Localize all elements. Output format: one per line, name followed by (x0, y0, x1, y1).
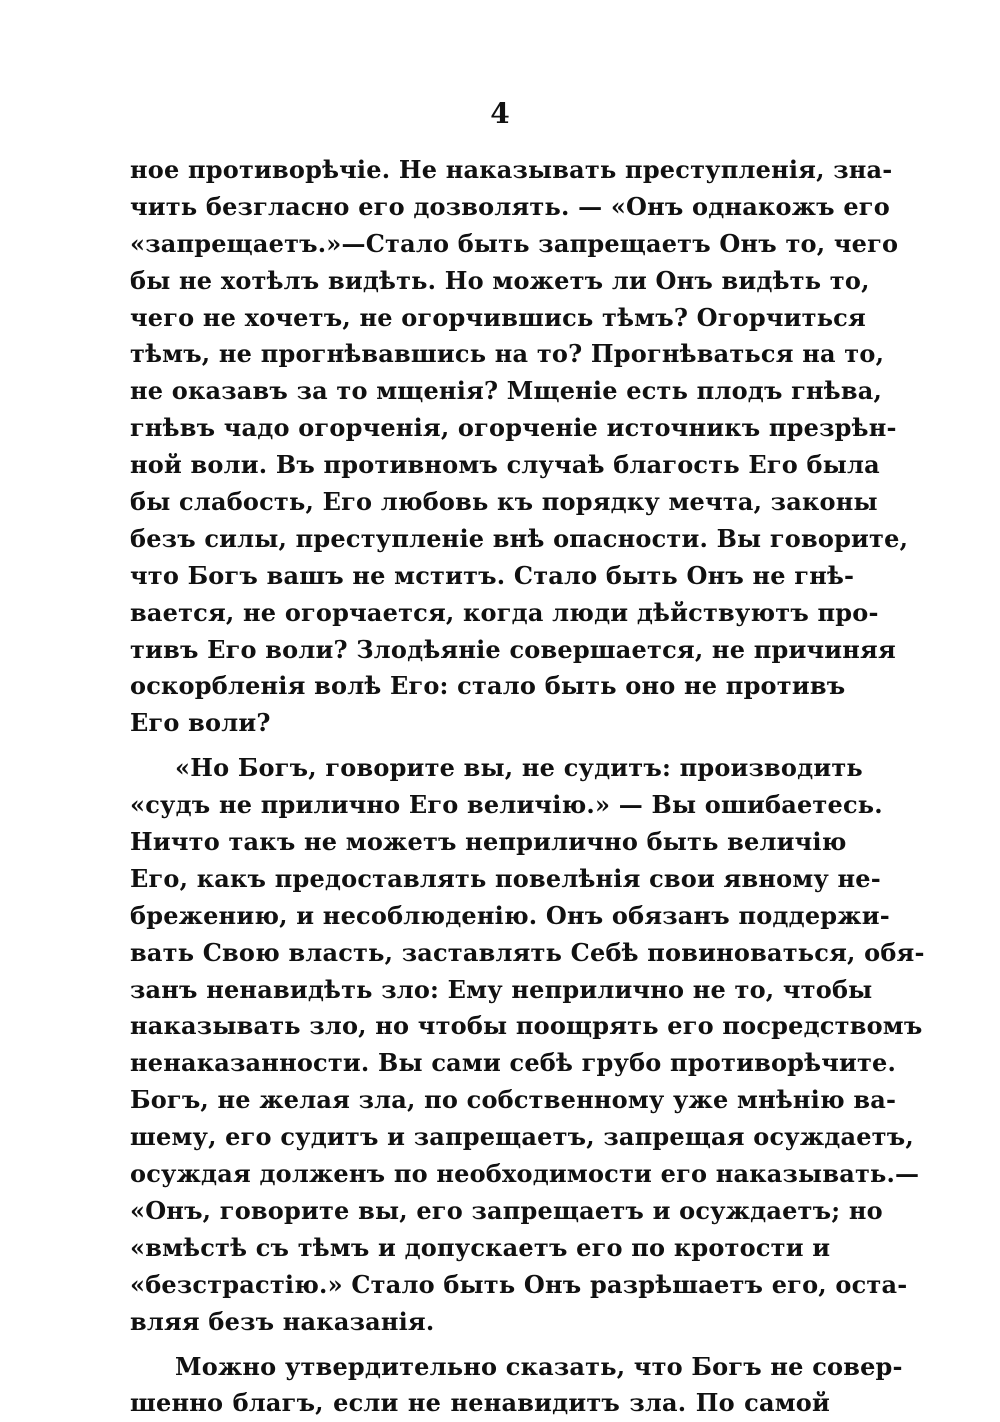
text-line: бы слабость, Его любовь къ порядку мечта, законы (130, 484, 830, 521)
text-line: шенно благъ, если не ненавидитъ зла. По самой (130, 1385, 830, 1422)
paragraph (130, 152, 830, 742)
text-line: вается, не огорчается, когда люди дѣйствуютъ про- (130, 595, 830, 632)
text-line: наказывать зло, но чтобы поощрять его посредствомъ (130, 1008, 830, 1045)
text-line: ненаказанности. Вы сами себѣ грубо противорѣчите. (130, 1045, 830, 1082)
paragraph (130, 750, 830, 1340)
text-line: Богъ, не желая зла, по собственному уже мнѣнію ва- (130, 1082, 830, 1119)
text-line: брежению, и несоблюденію. Онъ обязанъ поддержи- (130, 898, 830, 935)
body-text (130, 152, 830, 1422)
text-line: ной воли. Въ противномъ случаѣ благость Его была (130, 447, 830, 484)
text-line: Можно утвердительно сказать, что Богъ не совер- (130, 1349, 830, 1386)
text-line: гнѣвъ чадо огорченія, огорченіе источникъ презрѣн- (130, 410, 830, 447)
text-line: «Онъ, говорите вы, его запрещаетъ и осуждаетъ; но (130, 1193, 830, 1230)
text-line: осуждая долженъ по необходимости его наказывать.— (130, 1156, 830, 1193)
text-line: Ничто такъ не можетъ неприлично быть величію (130, 824, 830, 861)
text-line: не оказавъ за то мщенія? Мщеніе есть плодъ гнѣва, (130, 373, 830, 410)
text-line: оскорбленія волѣ Его: стало быть оно не противъ (130, 668, 830, 705)
paragraph (130, 1349, 830, 1422)
page-number: 4 (0, 94, 1000, 134)
text-line: чить безгласно его дозволять. — «Онъ однакожъ его (130, 189, 830, 226)
text-line: «безстрастію.» Стало быть Онъ разрѣшаетъ его, оста- (130, 1267, 830, 1304)
text-line: чего не хочетъ, не огорчившись тѣмъ? Огорчиться (130, 300, 830, 337)
text-line: «запрещаетъ.»—Стало быть запрещаетъ Онъ то, чего (130, 226, 830, 263)
text-line: Его воли? (130, 705, 830, 742)
text-line: что Богъ вашъ не мститъ. Стало быть Онъ не гнѣ- (130, 558, 830, 595)
text-line: бы не хотѣлъ видѣть. Но можетъ ли Онъ видѣть то, (130, 263, 830, 300)
text-line: тивъ Его воли? Злодѣяніе совершается, не причиняя (130, 632, 830, 669)
text-line: вать Свою власть, заставлять Себѣ повиноваться, обя- (130, 935, 830, 972)
text-line: занъ ненавидѣть зло: Ему неприлично не то, чтобы (130, 972, 830, 1009)
text-line: «Но Богъ, говорите вы, не судитъ: производить (130, 750, 830, 787)
text-line: ное противорѣчіе. Не наказывать преступленія, зна- (130, 152, 830, 189)
text-line: шему, его судитъ и запрещаетъ, запрещая осуждаетъ, (130, 1119, 830, 1156)
text-line: тѣмъ, не прогнѣвавшись на то? Прогнѣваться на то, (130, 336, 830, 373)
text-line: «судъ не прилично Его величію.» — Вы ошибаетесь. (130, 787, 830, 824)
text-line: безъ силы, преступленіе внѣ опасности. Вы говорите, (130, 521, 830, 558)
text-line: «вмѣстѣ съ тѣмъ и допускаетъ его по кротости и (130, 1230, 830, 1267)
text-line: вляя безъ наказанія. (130, 1304, 830, 1341)
paragraph-gap (130, 1341, 830, 1349)
paragraph-gap (130, 742, 830, 750)
text-line: Его, какъ предоставлять повелѣнія свои явному не- (130, 861, 830, 898)
